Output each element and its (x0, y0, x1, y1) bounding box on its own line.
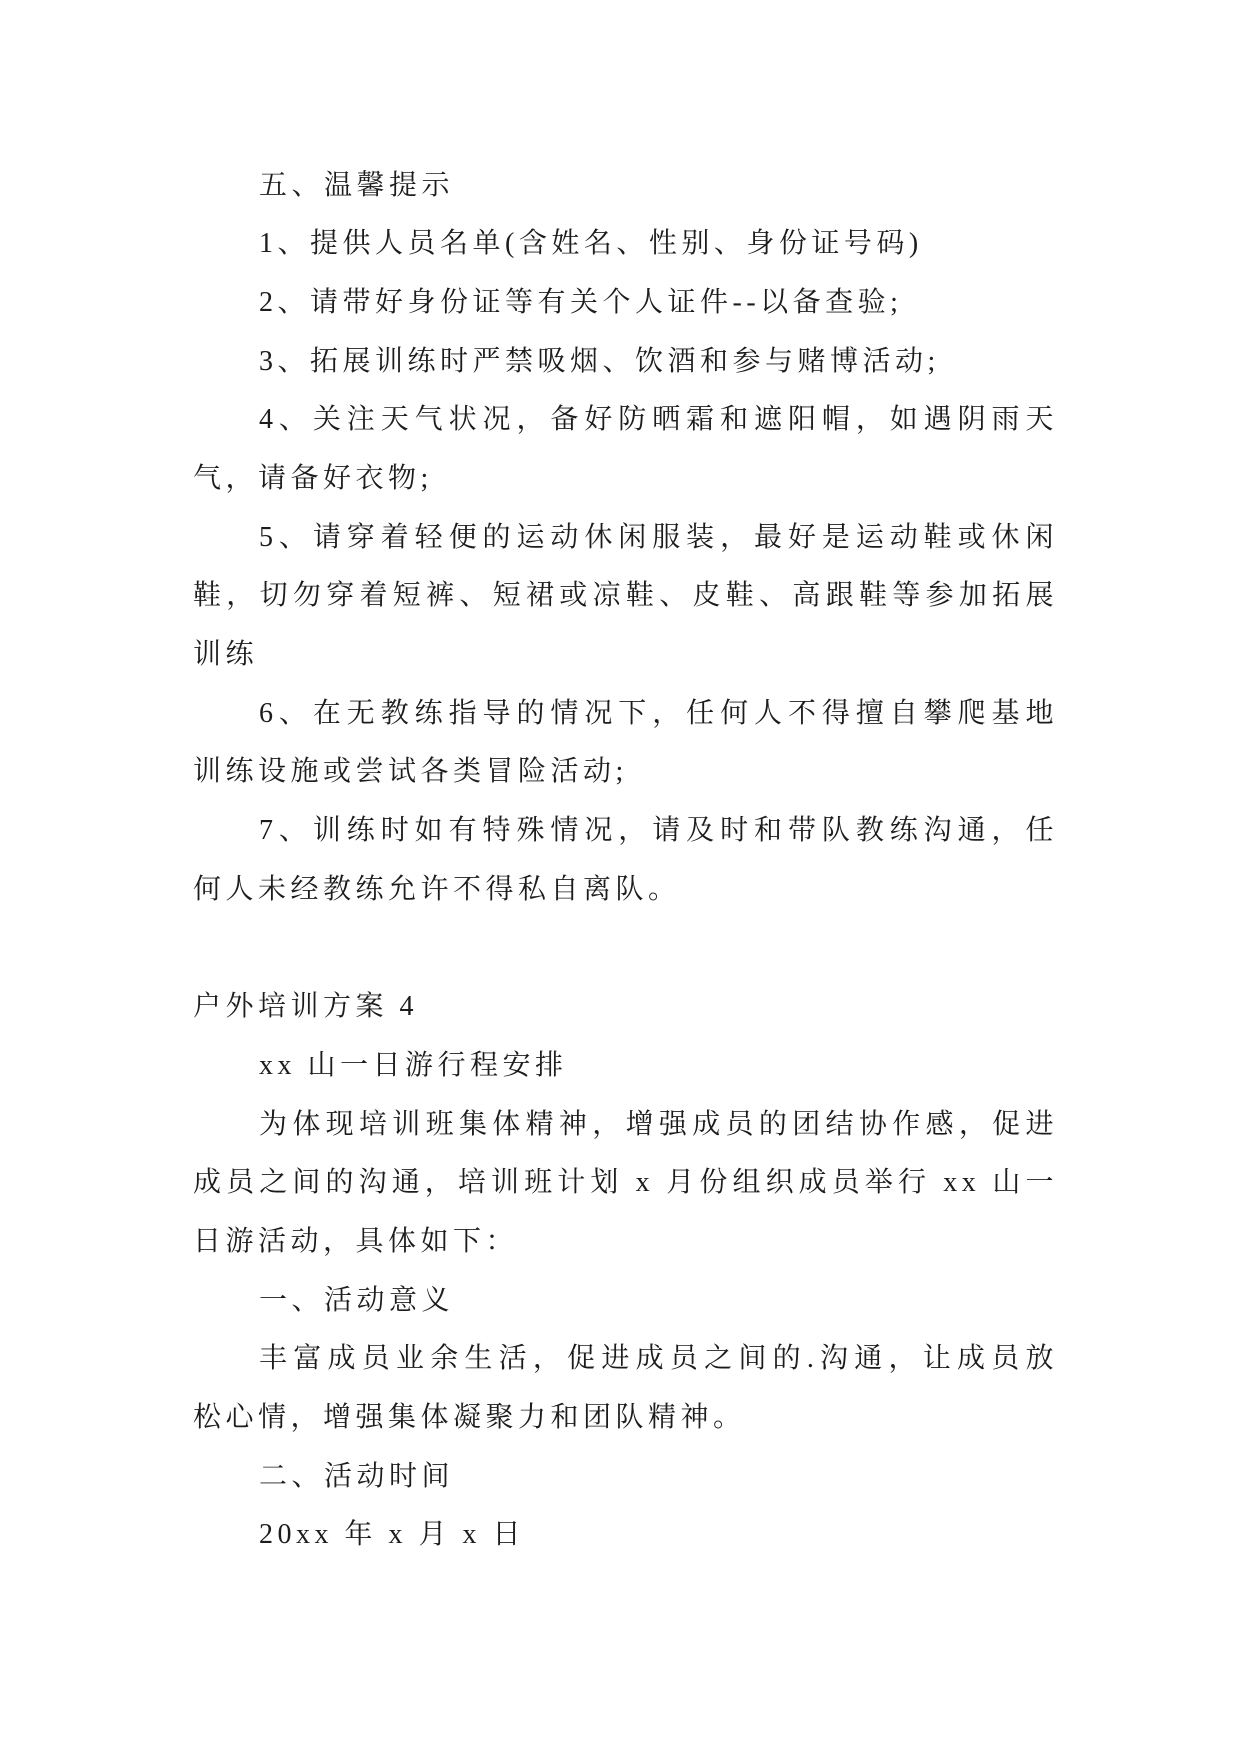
document-body (193, 157, 1058, 1566)
tip-line: 4、关注天气状况，备好防晒霜和遮阳帽，如遇阴雨天 (259, 404, 1058, 436)
tip-line: 何人未经教练允许不得私自离队。 (193, 873, 681, 905)
tip-line: 训练 (193, 639, 259, 671)
activity-time-section (193, 1448, 1058, 1565)
intro-line: 日游活动，具体如下： (193, 1225, 519, 1257)
tip-item (193, 391, 1058, 508)
section-heading: 一、活动意义 (259, 1284, 455, 1316)
plan-title: 户外培训方案 4 (193, 991, 419, 1023)
blank-line (193, 920, 1058, 979)
tips-heading: 五、温馨提示 (259, 169, 455, 201)
intro-paragraph (193, 1096, 1058, 1272)
tip-line: 6、在无教练指导的情况下，任何人不得擅自攀爬基地 (259, 697, 1058, 729)
tip-line: 鞋，切勿穿着短裤、短裙或凉鞋、皮鞋、高跟鞋等参加拓展 (193, 580, 1058, 612)
tip-line: 训练设施或尝试各类冒险活动; (193, 756, 628, 788)
tip-item (193, 274, 1058, 333)
tip-item (193, 509, 1058, 685)
section-line: 松心情，增强集体凝聚力和团队精神。 (193, 1402, 746, 1434)
tip-line: 7、训练时如有特殊情况，请及时和带队教练沟通，任 (259, 815, 1058, 847)
section-line: 20xx 年 x 月 x 日 (259, 1519, 526, 1551)
tip-item (193, 215, 1058, 274)
tip-line: 3、拓展训练时严禁吸烟、饮酒和参与赌博活动; (259, 345, 940, 377)
plan-subtitle: xx 山一日游行程安排 (259, 1049, 568, 1081)
intro-line: 为体现培训班集体精神，增强成员的团结协作感，促进 (259, 1108, 1058, 1140)
intro-line: 成员之间的沟通，培训班计划 x 月份组织成员举行 xx 山一 (193, 1167, 1058, 1199)
tip-line: 5、请穿着轻便的运动休闲服装，最好是运动鞋或休闲 (259, 521, 1058, 553)
tips-section (193, 157, 1058, 920)
tip-item (193, 802, 1058, 919)
tip-item (193, 333, 1058, 392)
section-line: 丰富成员业余生活，促进成员之间的.沟通，让成员放 (259, 1343, 1058, 1375)
plan4-section (193, 978, 1058, 1565)
tip-line: 气，请备好衣物; (193, 463, 433, 495)
tip-item (193, 685, 1058, 802)
activity-purpose-section (193, 1272, 1058, 1448)
section-heading: 二、活动时间 (259, 1460, 455, 1492)
tip-line: 1、提供人员名单(含姓名、性别、身份证号码) (259, 228, 923, 260)
tip-line: 2、请带好身份证等有关个人证件--以备查验; (259, 286, 903, 318)
